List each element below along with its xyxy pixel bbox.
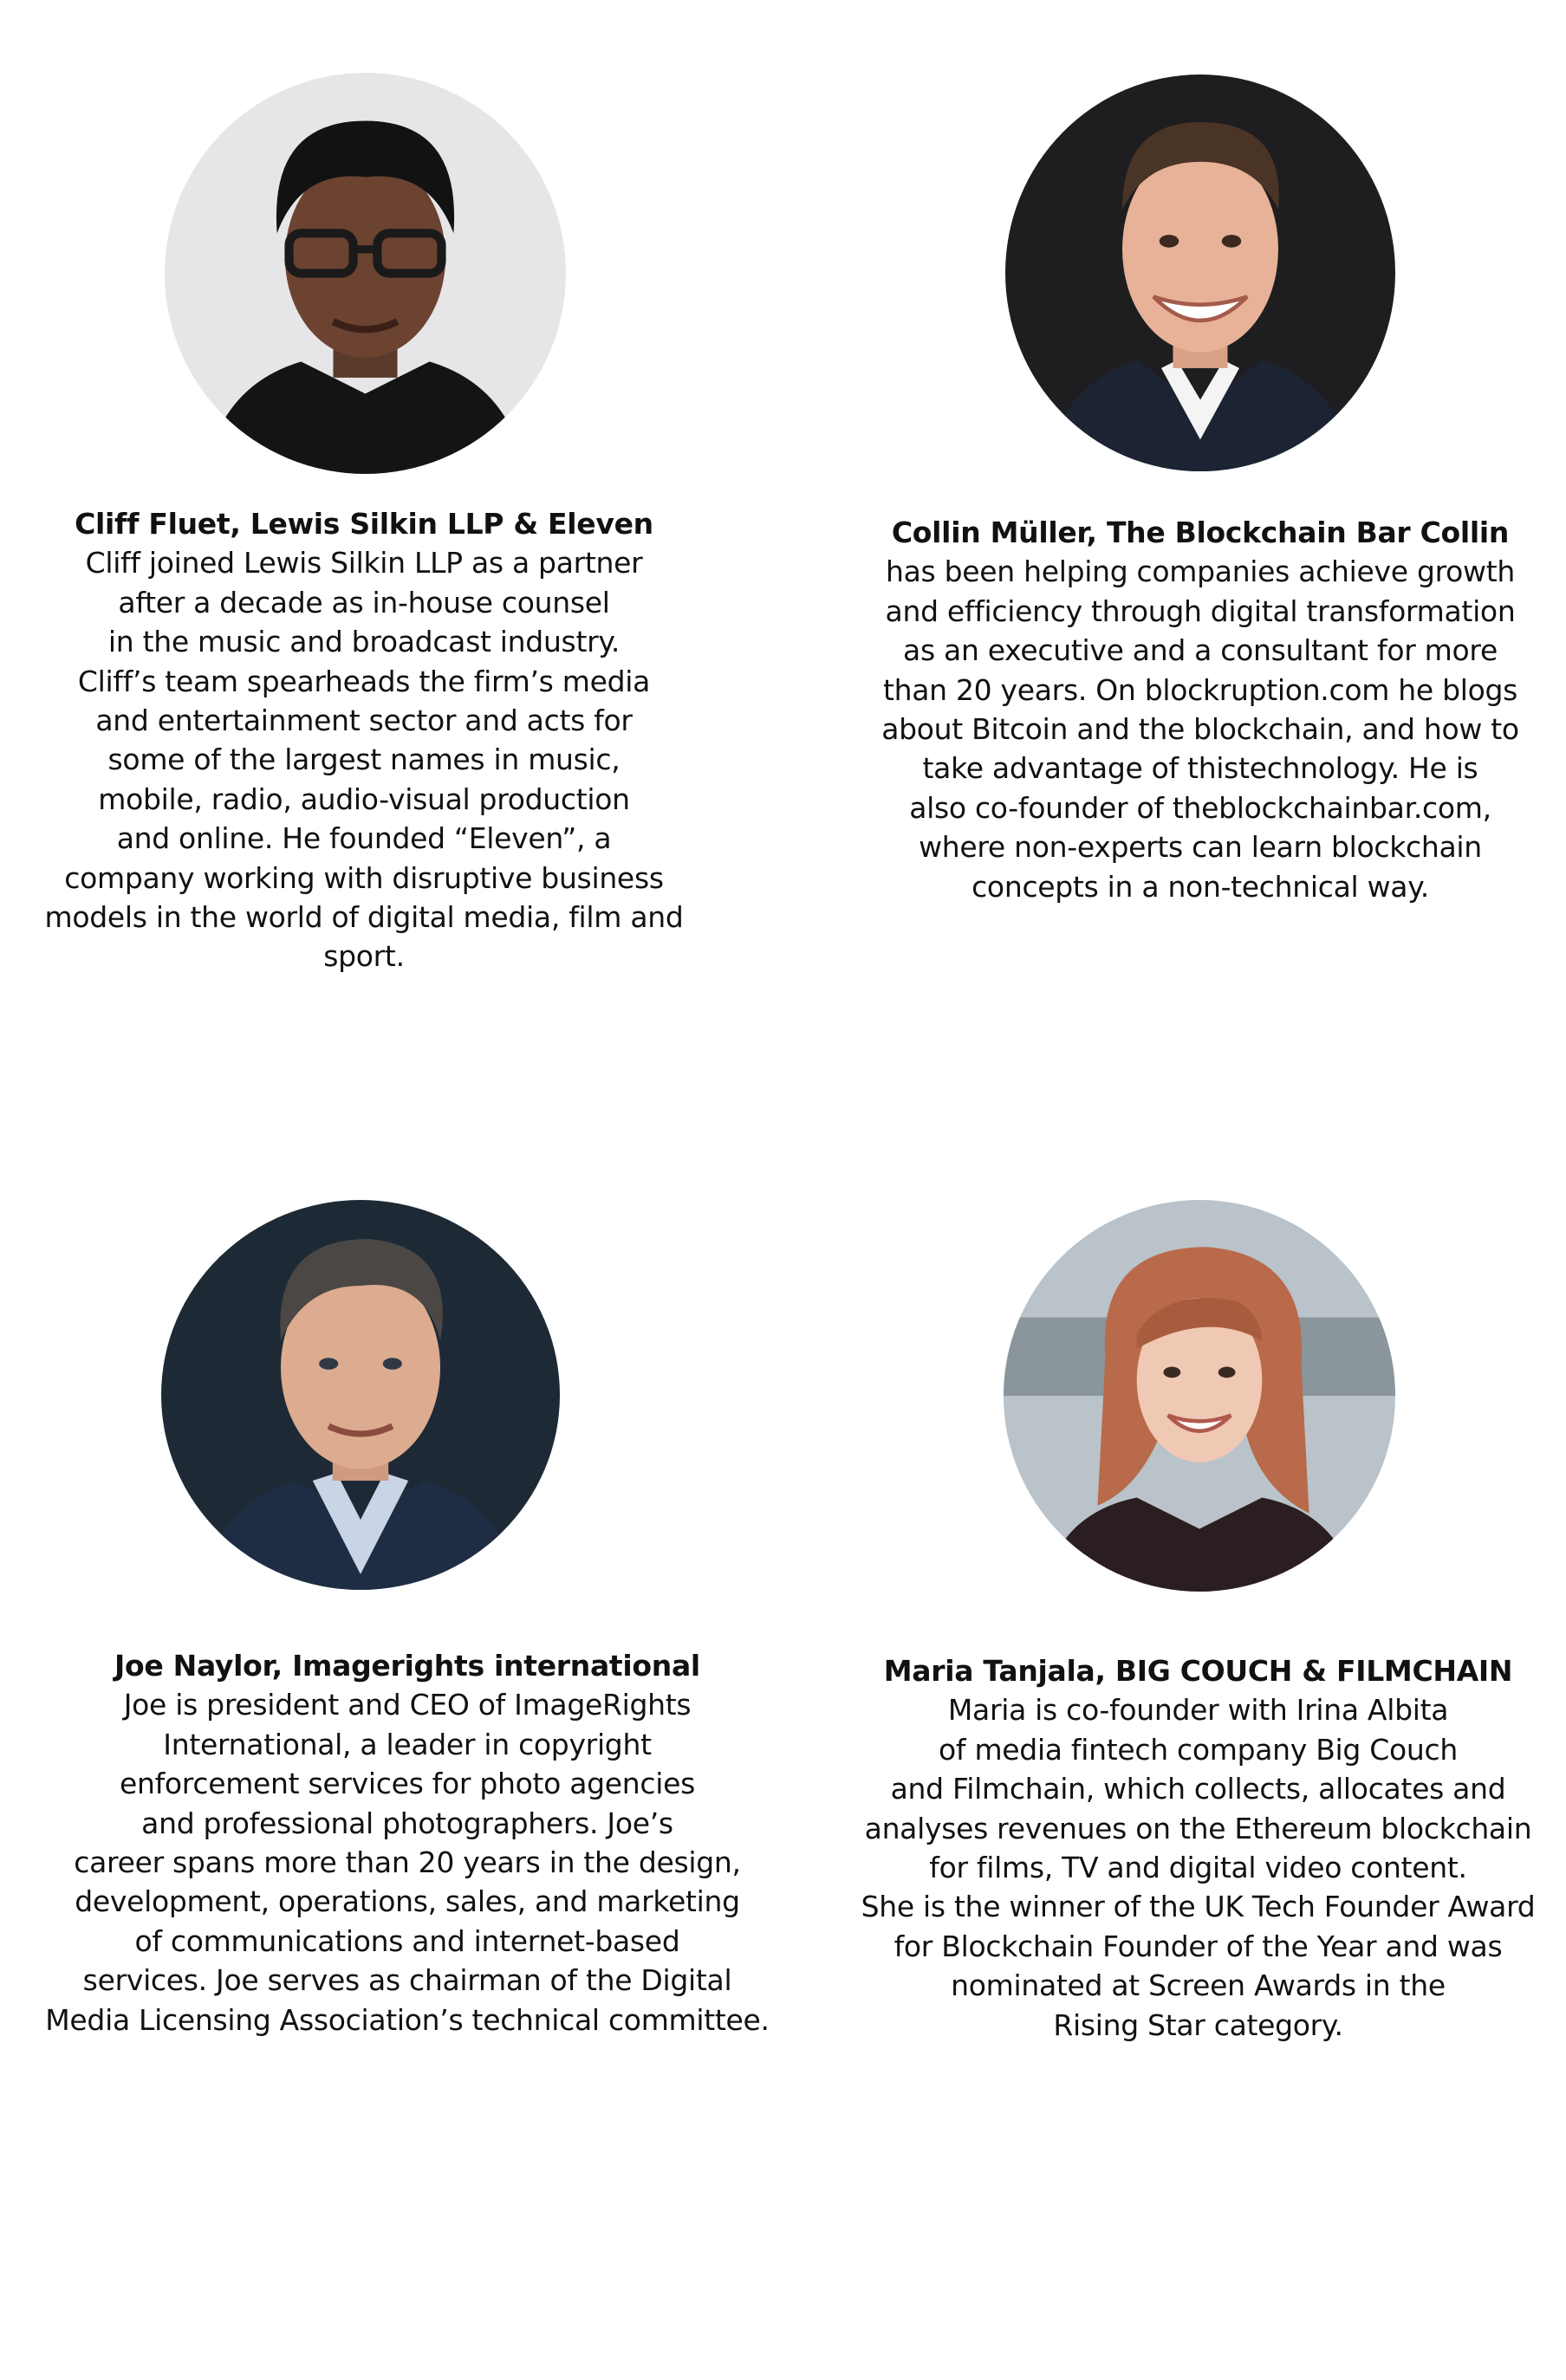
- bio-line: Cliff joined Lewis Silkin LLP as a partner: [85, 546, 643, 580]
- bio-line: analyses revenues on the Ethereum blockchain: [864, 1811, 1532, 1845]
- bio-line: than 20 years. On blockruption.com he blogs: [882, 672, 1518, 707]
- bio-line: take advantage of thistechnology. He is: [922, 751, 1478, 786]
- bio-line: of media fintech company Big Couch: [939, 1732, 1458, 1767]
- joe-portrait: [161, 1200, 560, 1590]
- bio-line: of communications and internet-based: [134, 1923, 680, 1958]
- bio-line: where non-experts can learn blockchain: [919, 830, 1482, 865]
- bio-line: and efficiency through digital transformation: [885, 593, 1516, 628]
- bio-line: Rising Star category.: [1053, 2007, 1343, 2042]
- bio-line: career spans more than 20 years in the design,: [74, 1845, 741, 1880]
- speaker-card-maria: [832, 1651, 1564, 2045]
- bio-line: and Filmchain, which collects, allocates and: [890, 1772, 1506, 1806]
- maria-portrait: [1004, 1200, 1395, 1592]
- bio-line: International, a leader in copyright: [163, 1727, 652, 1761]
- speaker-name: Collin Müller, The Blockchain Bar Collin: [891, 516, 1510, 549]
- collin-portrait: [1005, 75, 1395, 471]
- bio-line: She is the winner of the UK Tech Founder Award: [861, 1890, 1536, 1924]
- bio-line: mobile, radio, audio-visual production: [98, 781, 630, 816]
- speaker-name: Joe Naylor, Imagerights international: [114, 1649, 700, 1683]
- speaker-card-collin: [845, 513, 1556, 906]
- speaker-name: Maria Tanjala, BIG COUCH & FILMCHAIN: [883, 1654, 1513, 1688]
- bio-line: some of the largest names in music,: [107, 743, 621, 777]
- bio-line: in the music and broadcast industry.: [107, 625, 621, 659]
- bio-line: for Blockchain Founder of the Year and was: [893, 1929, 1503, 1963]
- bio-line: has been helping companies achieve growth: [886, 554, 1515, 589]
- bio-line: about Bitcoin and the blockchain, and how to: [881, 712, 1519, 747]
- bio-line: Media Licensing Association’s technical committee.: [45, 2002, 770, 2037]
- bio-line: concepts in a non-technical way.: [971, 869, 1429, 904]
- bio-line: development, operations, sales, and marketing: [75, 1884, 740, 1919]
- cliff-portrait: [165, 73, 566, 474]
- bio-line: Cliff’s team spearheads the firm’s media: [77, 664, 651, 698]
- bio-line: also co-founder of theblockchainbar.com,: [909, 790, 1491, 825]
- bio-line: for films, TV and digital video content.: [929, 1851, 1467, 1885]
- bio-line: and professional photographers. Joe’s: [141, 1806, 673, 1840]
- bio-line: sport.: [323, 939, 405, 974]
- bio-line: models in the world of digital media, film and: [44, 900, 684, 935]
- bio-line: as an executive and a consultant for more: [903, 633, 1498, 668]
- speaker-card-joe: [17, 1646, 797, 2040]
- speaker-name: Cliff Fluet, Lewis Silkin LLP & Eleven: [75, 507, 653, 541]
- bio-line: after a decade as in-house counsel: [118, 585, 610, 619]
- bio-line: company working with disruptive business: [64, 860, 664, 895]
- bio-line: services. Joe serves as chairman of the Digital: [82, 1963, 732, 1998]
- bio-line: Joe is president and CEO of ImageRights: [123, 1688, 692, 1722]
- speaker-card-cliff: [17, 504, 711, 976]
- bio-line: and online. He founded “Eleven”, a: [116, 821, 612, 856]
- bio-line: Maria is co-founder with Irina Albita: [947, 1693, 1449, 1728]
- bio-line: and entertainment sector and acts for: [95, 704, 633, 738]
- bio-line: nominated at Screen Awards in the: [951, 1968, 1446, 2003]
- bio-line: enforcement services for photo agencies: [119, 1767, 696, 1801]
